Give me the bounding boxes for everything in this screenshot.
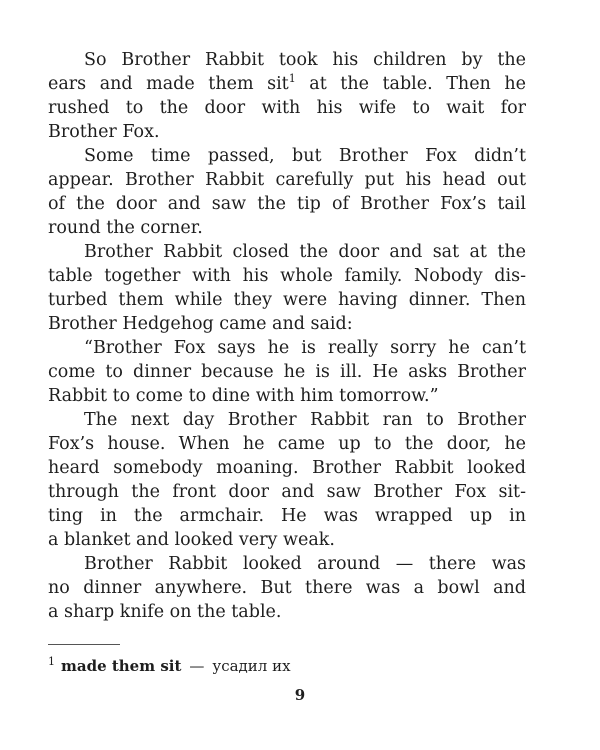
text-line xyxy=(48,432,526,456)
footnote-marker: 1 xyxy=(48,655,55,668)
line-text: “Brother Fox says he is really sorry he can’t xyxy=(84,338,526,358)
line-text: a sharp knife on the table. xyxy=(48,602,282,622)
footnote-reference: 1 xyxy=(288,72,296,85)
text-line xyxy=(48,312,526,336)
story-text xyxy=(48,48,526,624)
line-text: Brother Fox. xyxy=(48,122,160,142)
line-text: table together with his whole family. Nobody dis- xyxy=(48,266,526,286)
footnote-divider xyxy=(48,644,120,645)
line-text: turbed them while they were having dinner. Then xyxy=(48,290,526,310)
paragraph xyxy=(48,48,526,144)
text-line xyxy=(48,336,526,360)
line-text: ears and made them sit xyxy=(48,74,289,94)
line-text: Brother Hedgehog came and said: xyxy=(48,314,353,334)
text-line xyxy=(48,240,526,264)
footnote-term: made them sit xyxy=(61,657,182,675)
text-line xyxy=(48,480,526,504)
text-line xyxy=(48,168,526,192)
line-text: rushed to the door with his wife to wait for xyxy=(48,98,526,118)
line-text: a blanket and looked very weak. xyxy=(48,530,335,550)
line-text: heard somebody moaning. Brother Rabbit looked xyxy=(48,458,526,478)
text-line xyxy=(48,72,526,96)
text-line xyxy=(48,192,526,216)
text-line xyxy=(48,384,526,408)
text-line xyxy=(48,408,526,432)
text-line xyxy=(48,456,526,480)
line-text: Some time passed, but Brother Fox didn’t xyxy=(84,146,526,166)
text-line xyxy=(48,576,526,600)
line-text: appear. Brother Rabbit carefully put his head out xyxy=(48,170,526,190)
footnote-translation: усадил их xyxy=(212,657,291,675)
line-text: at the table. Then he xyxy=(295,74,526,94)
text-line xyxy=(48,48,526,72)
line-text: So Brother Rabbit took his children by the xyxy=(84,50,526,70)
paragraph xyxy=(48,144,526,240)
text-line xyxy=(48,360,526,384)
text-line xyxy=(48,216,526,240)
text-line xyxy=(48,288,526,312)
line-text: through the front door and saw Brother Fox sit- xyxy=(48,482,526,502)
line-text: Rabbit to come to dine with him tomorrow.” xyxy=(48,386,439,406)
line-text: of the door and saw the tip of Brother Fox’s tail xyxy=(48,194,526,214)
text-line xyxy=(48,552,526,576)
text-line xyxy=(48,120,526,144)
line-text: Brother Rabbit closed the door and sat at the xyxy=(84,242,526,262)
text-line xyxy=(48,264,526,288)
paragraph xyxy=(48,408,526,552)
line-text: come to dinner because he is ill. He asks Brother xyxy=(48,362,526,382)
paragraph xyxy=(48,336,526,408)
line-text: The next day Brother Rabbit ran to Brother xyxy=(84,410,526,430)
line-text: round the corner. xyxy=(48,218,203,238)
text-line xyxy=(48,96,526,120)
text-line xyxy=(48,144,526,168)
text-line xyxy=(48,528,526,552)
text-line xyxy=(48,504,526,528)
footnote-dash: — xyxy=(189,657,205,675)
paragraph xyxy=(48,552,526,624)
line-text: Fox’s house. When he came up to the door, he xyxy=(48,434,526,454)
text-line xyxy=(48,600,526,624)
line-text: no dinner anywhere. But there was a bowl and xyxy=(48,578,526,598)
line-text: ting in the armchair. He was wrapped up in xyxy=(48,506,526,526)
footnote xyxy=(48,652,291,676)
line-text: Brother Rabbit looked around — there was xyxy=(84,554,526,574)
page-number: 9 xyxy=(294,686,306,704)
paragraph xyxy=(48,240,526,336)
